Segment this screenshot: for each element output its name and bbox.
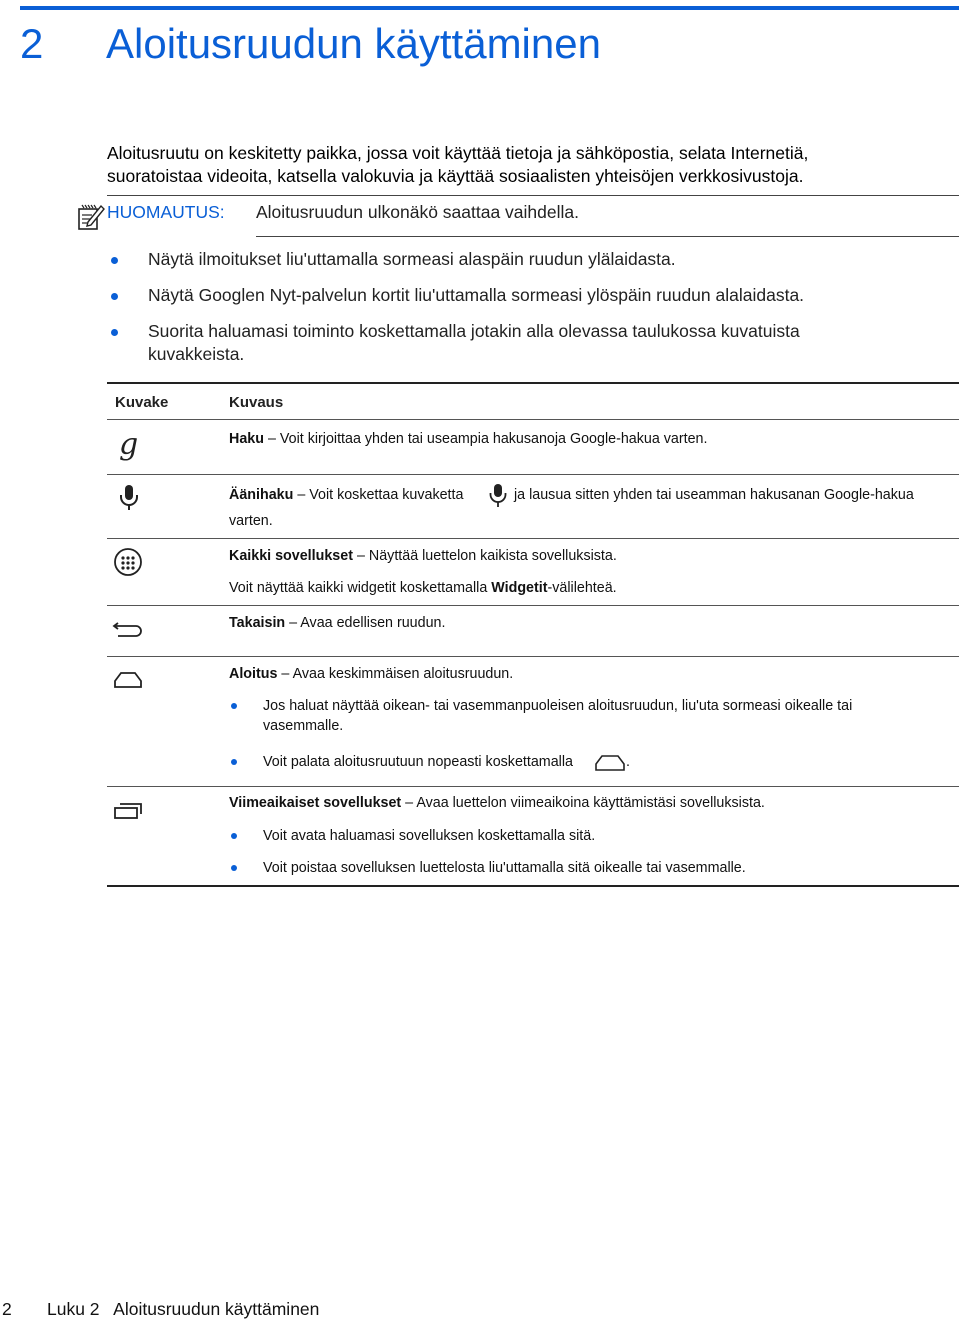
home-icon	[112, 666, 144, 698]
table-row-search: Haku – Voit kirjoittaa yhden tai useampia hakusanoja Google-hakua varten.	[229, 431, 708, 447]
table-rule	[107, 786, 959, 787]
table-rule	[107, 538, 959, 539]
intro-paragraph	[107, 142, 907, 188]
table-row-voice: Äänihaku – Voit koskettaa kuvaketta	[229, 487, 464, 503]
table-row-recent: Viimeaikaiset sovellukset – Avaa luettelon viimeaikoina käyttämistäsi sovelluksista.	[229, 795, 765, 811]
page-number: 2	[2, 1299, 12, 1319]
apps-widgets-text: Voit näyttää kaikki widgetit koskettamalla Widgetit-välilehteä.	[229, 580, 617, 596]
chapter-heading	[20, 18, 601, 70]
note-pencil-icon	[76, 202, 106, 232]
intro-line: suoratoistaa videoita, katsella valokuvia ja käyttää sosiaalisten yhteisöjen verkkosivustoja.	[107, 166, 804, 186]
bullet-dot	[111, 329, 118, 336]
microphone-inline-icon	[487, 482, 509, 508]
table-row-back: Takaisin – Avaa edellisen ruudun.	[229, 615, 446, 631]
table-row-home: Aloitus – Avaa keskimmäisen aloitusruudun.	[229, 666, 514, 682]
all-apps-icon	[112, 546, 144, 578]
table-rule-top	[107, 382, 959, 384]
note-text: Aloitusruudun ulkonäkö saattaa vaihdella.	[256, 202, 579, 222]
home-inline-icon	[594, 752, 626, 774]
bullet-dot	[231, 865, 237, 871]
table-row-apps: Kaikki sovellukset – Näyttää luettelon kaikista sovelluksista.	[229, 548, 617, 564]
table-header-description: Kuvaus	[229, 394, 284, 411]
table-rule	[107, 419, 959, 420]
list-item: Suorita haluamasi toiminto koskettamalla jotakin alla olevassa taulukossa kuvatuista kuvakkeista.	[107, 320, 868, 366]
note-rule-top	[107, 195, 959, 196]
page-footer	[2, 1298, 319, 1320]
voice-desc-end: varten.	[229, 513, 273, 529]
chapter-title: Aloitusruudun käyttäminen	[106, 20, 601, 67]
back-icon	[112, 614, 144, 646]
bullet-list	[107, 248, 907, 379]
microphone-icon	[113, 482, 145, 514]
list-item: Näytä Googlen Nyt-palvelun kortit liu'uttamalla sormeasi ylöspäin ruudun alalaidasta.	[107, 284, 907, 307]
bullet-dot	[231, 759, 237, 765]
list-item: Voit palata aloitusruutuun nopeasti koskettamalla	[228, 752, 573, 772]
table-rule	[107, 474, 959, 475]
voice-desc-cont: ja lausua sitten yhden tai useamman hakusanan Google-hakua	[514, 487, 914, 503]
list-item: Voit avata haluamasi sovelluksen koskettamalla sitä.	[228, 826, 595, 846]
note-rule-bottom	[256, 236, 959, 237]
table-rule-bottom	[107, 885, 959, 887]
bullet-dot	[111, 257, 118, 264]
home-bullet-end: .	[626, 754, 630, 770]
table-rule	[107, 605, 959, 606]
list-item: Näytä ilmoitukset liu'uttamalla sormeasi alaspäin ruudun ylälaidasta.	[107, 248, 907, 271]
google-search-icon	[113, 430, 145, 462]
intro-line: Aloitusruutu on keskitetty paikka, jossa voit käyttää tietoja ja sähköpostia, selata Internetiä,	[107, 143, 809, 163]
chapter-rule	[20, 6, 959, 10]
bullet-dot	[111, 293, 118, 300]
recent-apps-icon	[112, 797, 144, 829]
footer-text: Luku 2 Aloitusruudun käyttäminen	[47, 1299, 320, 1319]
list-item: Jos haluat näyttää oikean- tai vasemmanpuoleisen aloitusruudun, liu'uta sormeasi oikealle tai vasemmalle.	[228, 696, 923, 736]
note-label: HUOMAUTUS:	[107, 202, 225, 222]
table-rule	[107, 656, 959, 657]
bullet-dot	[231, 833, 237, 839]
bullet-dot	[231, 703, 237, 709]
svg-text:g: g	[119, 430, 139, 462]
list-item: Voit poistaa sovelluksen luettelosta liu'uttamalla sitä oikealle tai vasemmalle.	[228, 858, 746, 878]
chapter-number: 2	[20, 20, 44, 67]
table-header-icon: Kuvake	[115, 394, 169, 411]
